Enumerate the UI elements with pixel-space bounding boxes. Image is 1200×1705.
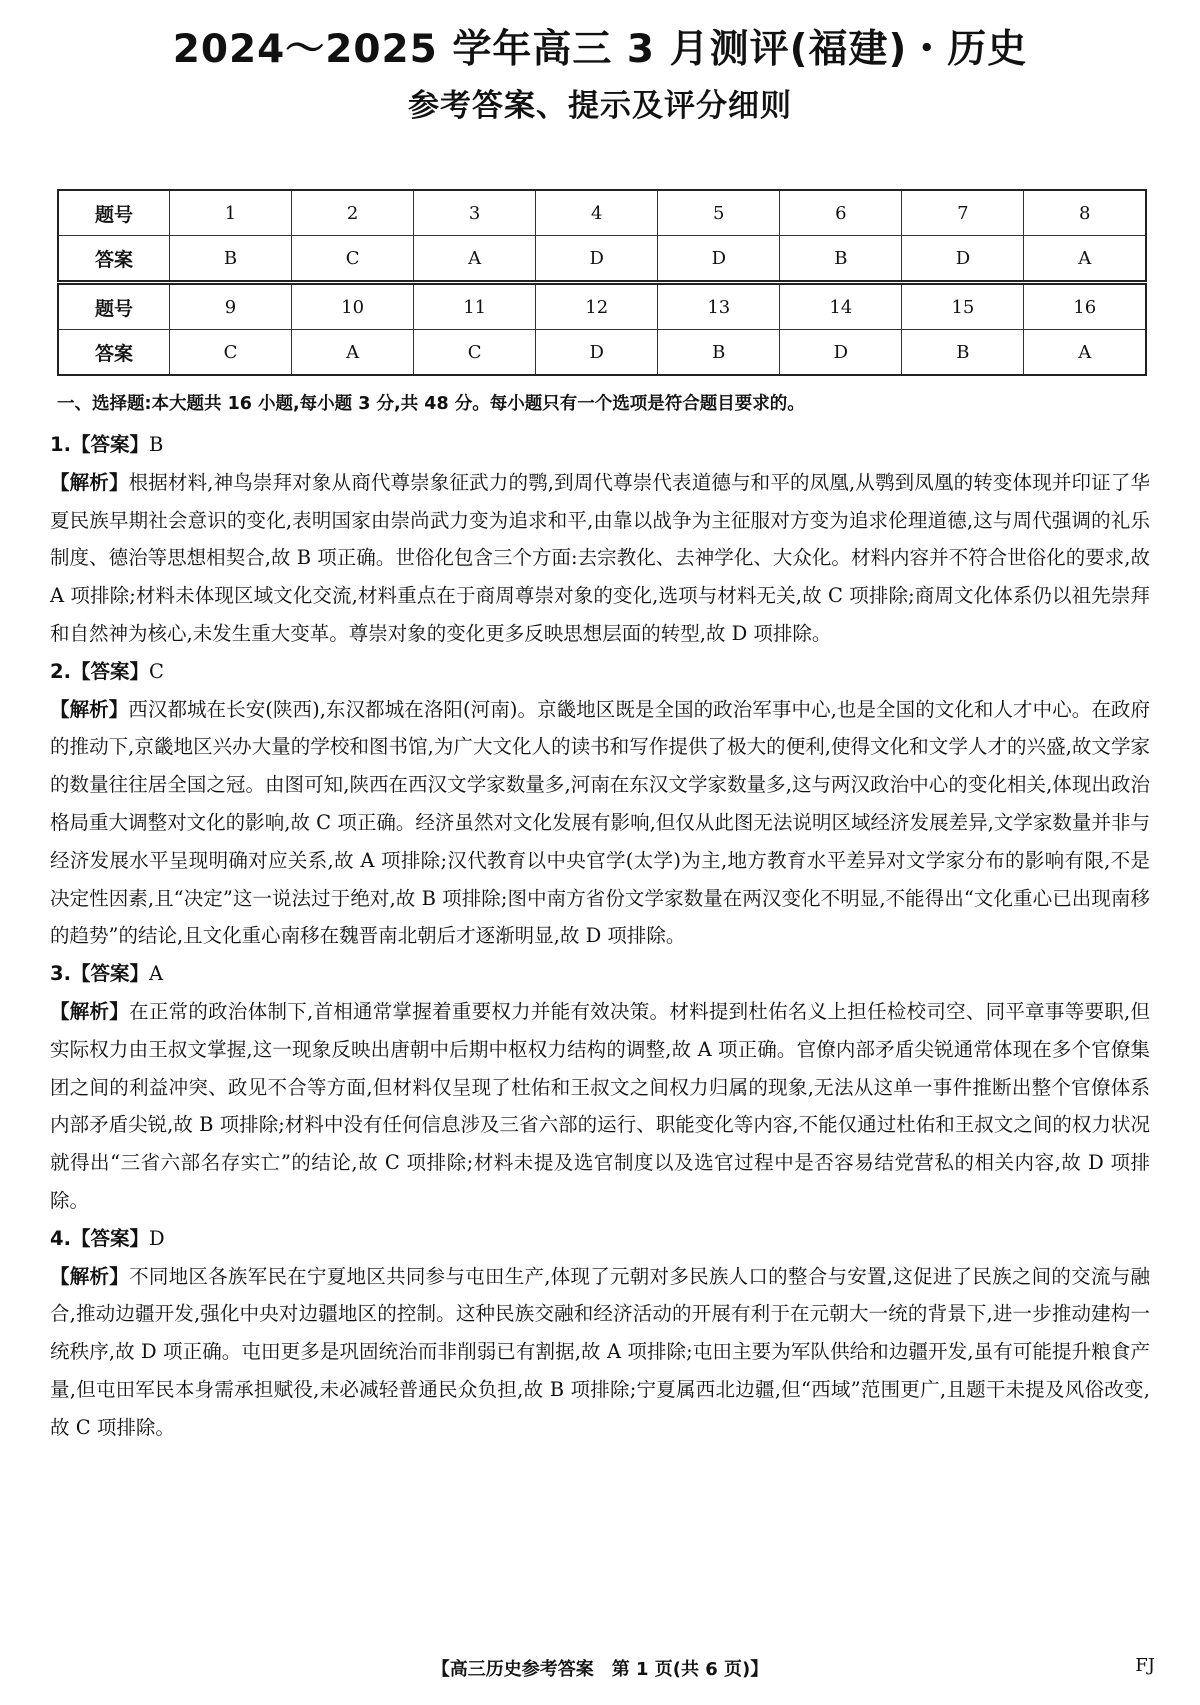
row-label-number: 题号	[58, 190, 170, 236]
explanations	[50, 426, 1150, 1447]
analysis-text: 在正常的政治体制下,首相通常掌握着重要权力并能有效决策。材料提到杜佑名义上担任检校司空、同平章事等要职,但实际权力由王叔文掌握,这一现象反映出唐朝中后期中枢权力结构的调整,故 A 项正确。官僚内部矛盾尖锐通常体现在多个官僚集团之间的利益冲突、政见不合等方面,但材料仅呈现了杜佑和王叔文之间权力归属的现象,无法从这单一事件推断出整个官僚体系内部矛盾尖锐,故 B 项排除;材料中没有任何信息涉及三省六部的运行、职能变化等内容,不能仅通过杜佑和王叔文之间的权力状况就得出“三省六部名存实亡”的结论,故 C 项排除;材料未提及选官制度以及选官过程中是否容易结党营私的相关内容,故 D 项排除。	[50, 999, 1150, 1212]
question-number-cell: 11	[414, 284, 536, 330]
answer-cell: A	[292, 330, 414, 376]
question-number-cell: 6	[780, 190, 902, 236]
analysis-tag: 【解析】	[50, 470, 129, 494]
question-number-cell: 8	[1024, 190, 1146, 236]
answer-cell: A	[1024, 236, 1146, 282]
answer-table-1	[57, 189, 1147, 282]
answer-cell: D	[902, 236, 1024, 282]
question-number-cell: 15	[902, 284, 1024, 330]
question-number-row	[58, 190, 1146, 236]
answer-cell: B	[170, 236, 292, 282]
answer-tag: 【答案】	[70, 659, 149, 683]
question-number-cell: 13	[658, 284, 780, 330]
question-answer-line	[50, 426, 1150, 464]
answer-row	[58, 236, 1146, 282]
answer-cell: C	[292, 236, 414, 282]
answer-cell: B	[780, 236, 902, 282]
row-label-number: 题号	[58, 284, 170, 330]
question-number: 1.	[50, 433, 71, 456]
region-code: FJ	[1135, 1655, 1155, 1676]
question-answer-line	[50, 955, 1150, 993]
answer-value: A	[149, 962, 164, 986]
answer-cell: C	[414, 330, 536, 376]
answer-tag: 【答案】	[70, 962, 149, 986]
analysis-text: 西汉都城在长安(陕西),东汉都城在洛阳(河南)。京畿地区既是全国的政治军事中心,也是全国的文化和人才中心。在政府的推动下,京畿地区兴办大量的学校和图书馆,为广大文化人的读书和写作提供了极大的便利,使得文化和文学人才的兴盛,故文学家的数量往往居全国之冠。由图可知,陕西在西汉文学家数量多,河南在东汉文学家数量多,这与两汉政治中心的变化相关,体现出政治格局重大调整对文化的影响,故 C 项正确。经济虽然对文化发展有影响,但仅从此图无法说明区域经济发展差异,文学家数量并非与经济发展水平呈现明确对应关系,故 A 项排除;汉代教育以中央官学(太学)为主,地方教育水平差异对文学家分布的影响有限,不是决定性因素,且“决定”这一说法过于绝对,故 B 项排除;图中南方省份文学家数量在两汉变化不明显,不能得出“文化重心已出现南移的趋势”的结论,且文化重心南移在魏晋南北朝后才逐渐明显,故 D 项排除。	[50, 697, 1150, 948]
analysis-text: 不同地区各族军民在宁夏地区共同参与屯田生产,体现了元朝对多民族人口的整合与安置,这促进了民族之间的交流与融合,推动边疆开发,强化中央对边疆地区的控制。这种民族交融和经济活动的开展有利于在元朝大一统的背景下,进一步推动建构一统秩序,故 D 项正确。屯田更多是巩固统治而非削弱已有割据,故 A 项排除;屯田主要为军队供给和边疆开发,虽有可能提升粮食产量,但屯田军民本身需承担赋役,未必减轻普通民众负担,故 B 项排除;宁夏属西北边疆,但“西域”范围更广,且题干未提及风俗改变,故 C 项排除。	[50, 1264, 1150, 1439]
question-number-cell: 1	[170, 190, 292, 236]
answer-table-2	[57, 283, 1147, 376]
question-number-cell: 5	[658, 190, 780, 236]
question-number-cell: 10	[292, 284, 414, 330]
answer-tag: 【答案】	[70, 433, 149, 456]
question-number: 2.	[50, 659, 71, 683]
analysis-text: 根据材料,神鸟崇拜对象从商代尊崇象征武力的鹗,到周代尊崇代表道德与和平的凤凰,从鹗到凤凰的转变体现并印证了华夏民族早期社会意识的变化,表明国家由崇尚武力变为追求和平,由靠以战争为主征服对方变为追求伦理道德,这与周代强调的礼乐制度、德治等思想相契合,故 B 项正确。世俗化包含三个方面:去宗教化、去神学化、大众化。材料内容并不符合世俗化的要求,故 A 项排除;材料未体现区域文化交流,材料重点在于商周尊崇对象的变化,选项与材料无关,故 C 项排除;商周文化体系仍以祖先崇拜和自然神为核心,未发生重大变革。尊崇对象的变化更多反映思想层面的转型,故 D 项排除。	[50, 470, 1150, 645]
question-analysis	[50, 993, 1150, 1220]
answer-cell: A	[1024, 330, 1146, 376]
question-number-cell: 16	[1024, 284, 1146, 330]
question-number-cell: 7	[902, 190, 1024, 236]
answer-value: C	[149, 659, 164, 683]
section-heading: 一、选择题:本大题共 16 小题,每小题 3 分,共 48 分。每小题只有一个选项是符合题目要求的。	[57, 394, 805, 414]
answer-row	[58, 330, 1146, 376]
answer-cell: D	[780, 330, 902, 376]
document-subtitle: 参考答案、提示及评分细则	[408, 88, 792, 124]
question-number-cell: 4	[536, 190, 658, 236]
question-analysis	[50, 691, 1150, 956]
question-number-cell: 2	[292, 190, 414, 236]
answer-value: B	[149, 433, 164, 456]
document-title: 2024～2025 学年高三 3 月测评(福建)・历史	[172, 27, 1028, 72]
analysis-tag: 【解析】	[50, 697, 129, 721]
question-number-row	[58, 284, 1146, 330]
answer-value: D	[149, 1226, 165, 1250]
question-number: 4.	[50, 1226, 71, 1250]
answer-cell: C	[170, 330, 292, 376]
row-label-answer: 答案	[58, 330, 170, 376]
answer-tag: 【答案】	[70, 1226, 149, 1250]
question-number-cell: 3	[414, 190, 536, 236]
answer-cell: A	[414, 236, 536, 282]
analysis-tag: 【解析】	[50, 1264, 130, 1288]
row-label-answer: 答案	[58, 236, 170, 282]
question-answer-line	[50, 1220, 1150, 1258]
analysis-tag: 【解析】	[50, 999, 130, 1023]
answer-cell: D	[536, 330, 658, 376]
page-footer: 【高三历史参考答案 第 1 页(共 6 页)】	[431, 1659, 769, 1680]
question-number-cell: 12	[536, 284, 658, 330]
answer-cell: D	[536, 236, 658, 282]
answer-cell: D	[658, 236, 780, 282]
question-number-cell: 14	[780, 284, 902, 330]
answer-cell: B	[658, 330, 780, 376]
question-number-cell: 9	[170, 284, 292, 330]
question-analysis	[50, 464, 1150, 653]
question-number: 3.	[50, 962, 71, 986]
answer-cell: B	[902, 330, 1024, 376]
question-answer-line	[50, 653, 1150, 691]
question-analysis	[50, 1258, 1150, 1447]
